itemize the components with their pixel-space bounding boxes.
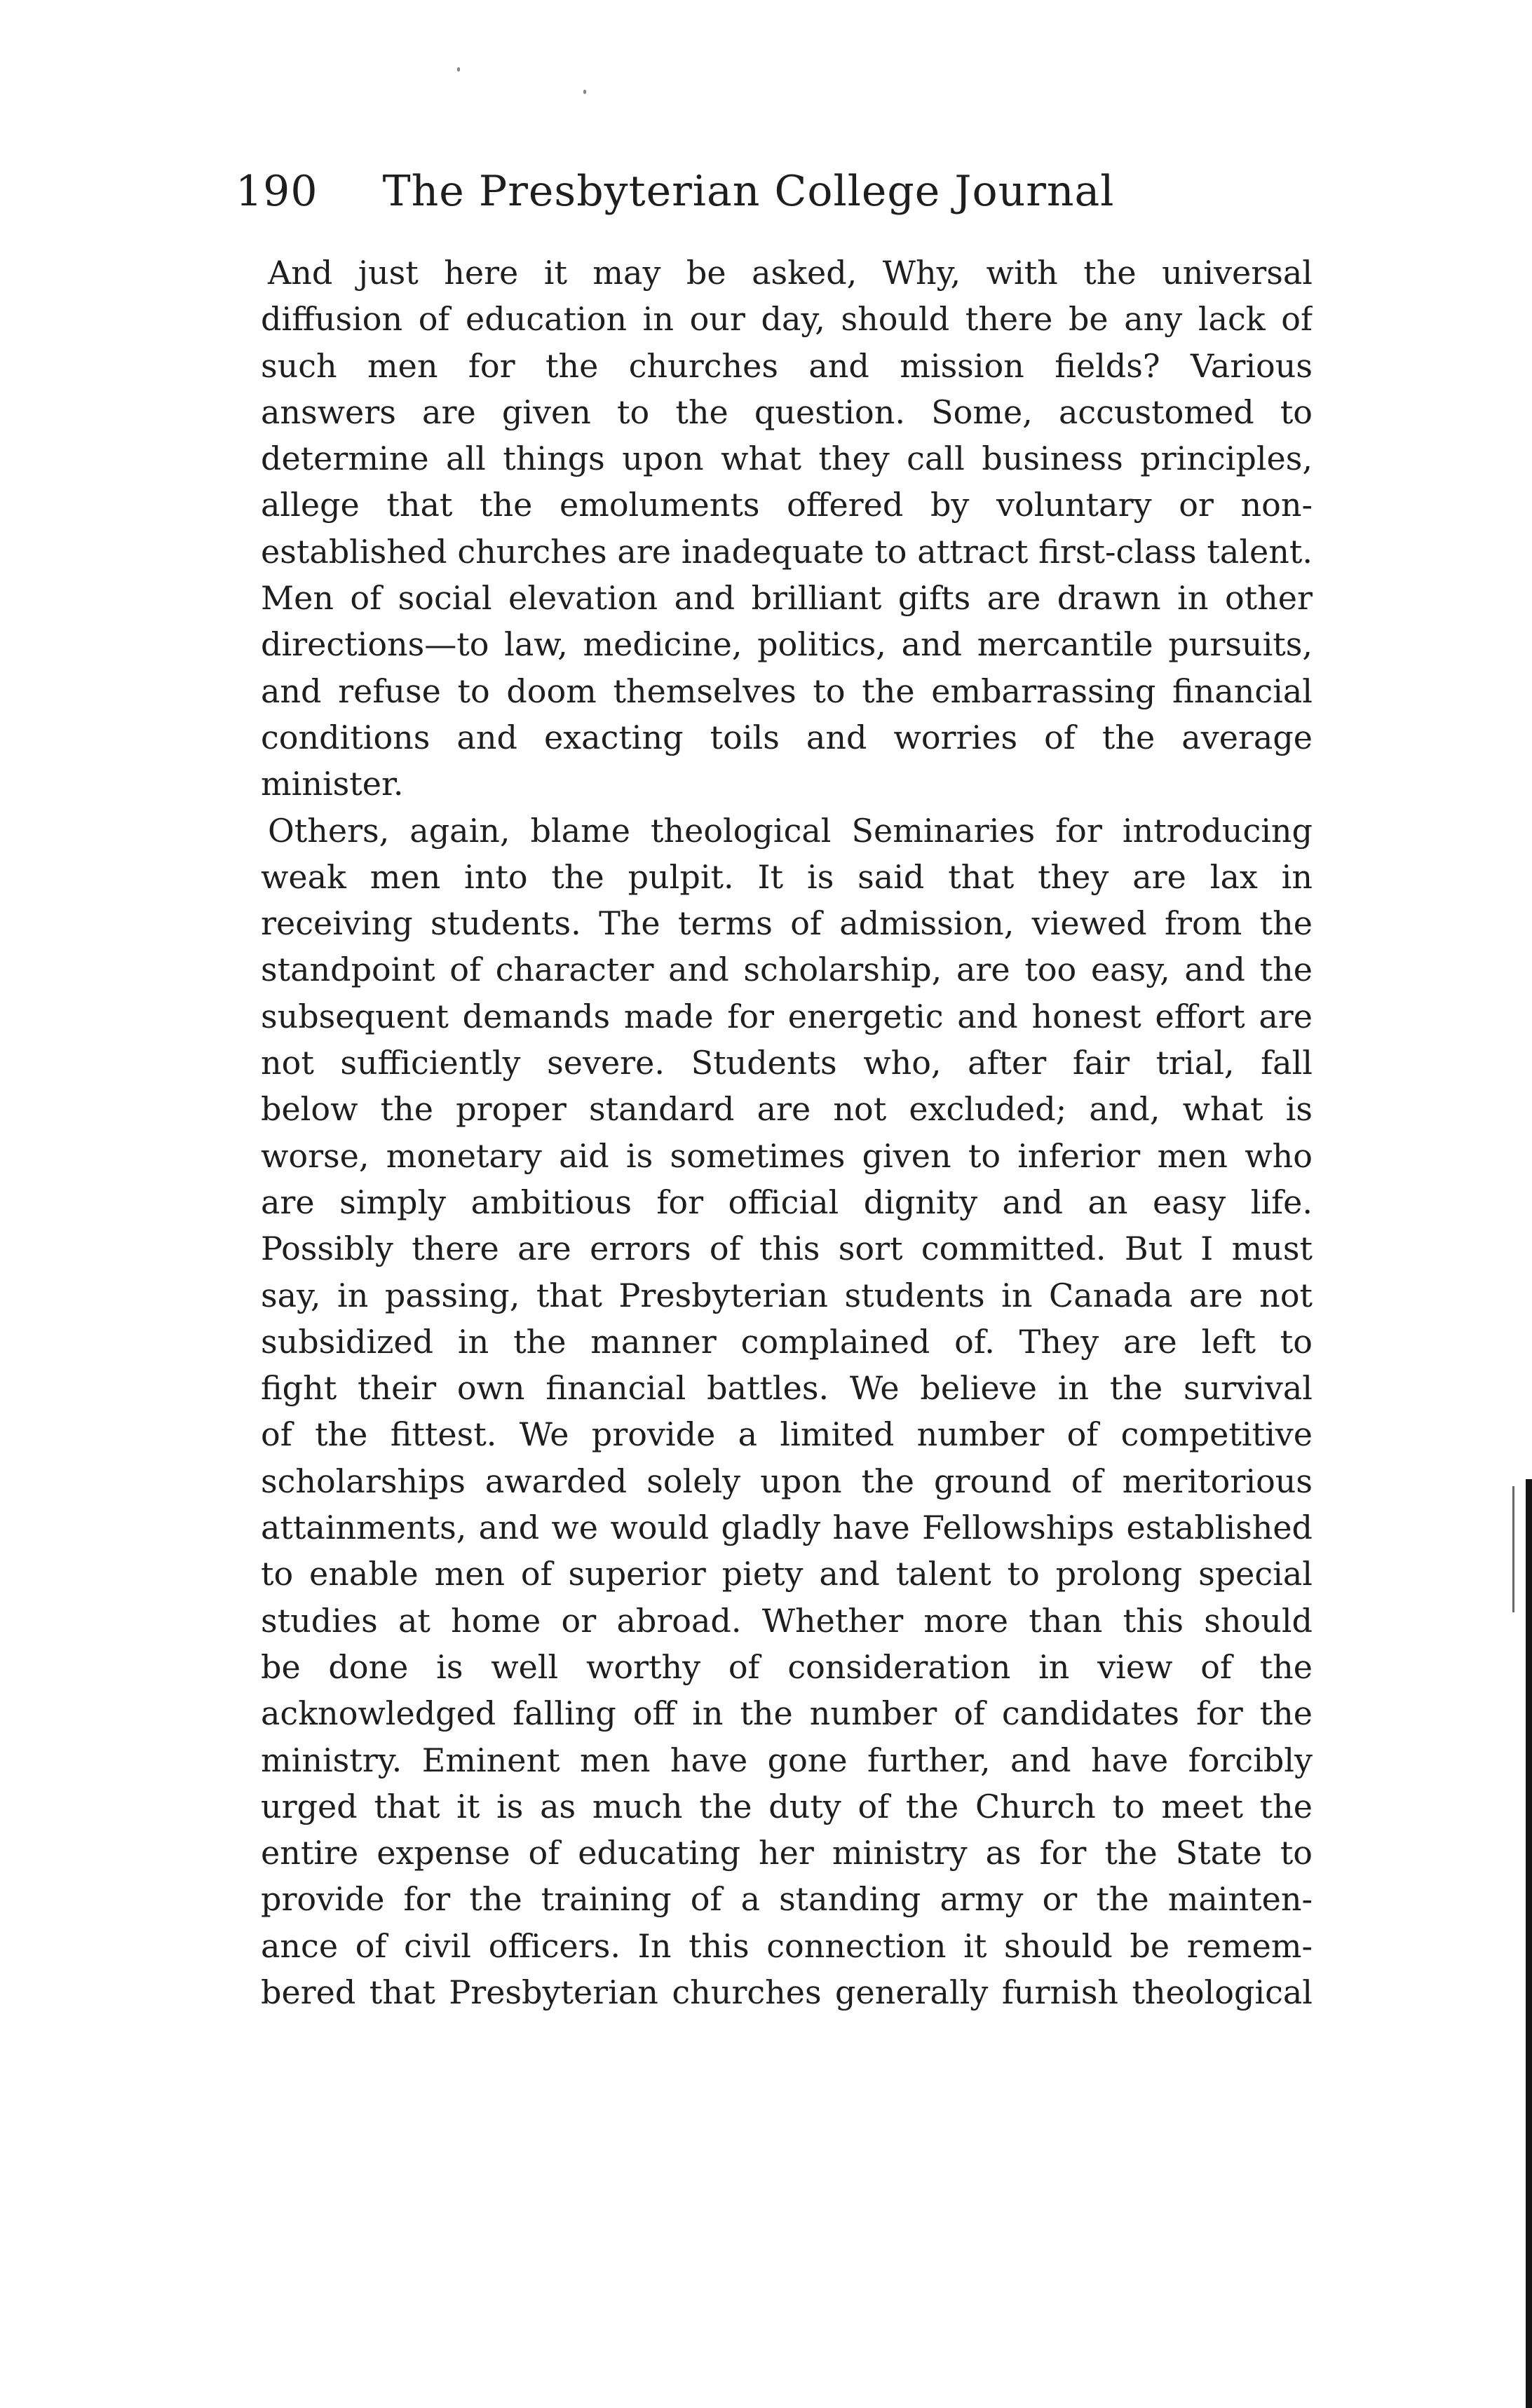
text-line: receiving students. The terms of admission, viewed from the	[261, 904, 1313, 943]
text-line: ance of civil officers. In this connection it should be remem-	[261, 1926, 1313, 1965]
text-line: of the fittest. We provide a limited number of competitive	[261, 1415, 1313, 1454]
text-line: and refuse to doom themselves to the embarrassing financial	[261, 672, 1313, 710]
scan-gutter-edge	[1526, 1479, 1532, 2408]
text-line: subsidized in the manner complained of. They are left to	[261, 1322, 1313, 1361]
text-line: Possibly there are errors of this sort committed. But I must	[261, 1230, 1313, 1268]
text-line: to enable men of superior piety and talent to prolong special	[261, 1555, 1313, 1593]
text-line: urged that it is as much the duty of the Church to meet the	[261, 1787, 1313, 1825]
text-line: provide for the training of a standing army or the mainten-	[261, 1880, 1313, 1919]
body-text	[261, 250, 1313, 2015]
text-line: conditions and exacting toils and worries of the average	[261, 718, 1313, 756]
scan-speck	[457, 67, 460, 72]
text-line: not sufficiently severe. Students who, after fair trial, fall	[261, 1044, 1313, 1082]
text-line: bered that Presbyterian churches generally furnish theological	[261, 1973, 1313, 2011]
text-line: Men of social elevation and brilliant gifts are drawn in other	[261, 579, 1313, 618]
text-line: Others, again, blame theological Seminaries for introducing	[268, 811, 1313, 850]
text-line: studies at home or abroad. Whether more than this should	[261, 1601, 1313, 1640]
text-line: fight their own financial battles. We believe in the survival	[261, 1369, 1313, 1408]
text-line: ministry. Eminent men have gone further, and have forcibly	[261, 1741, 1313, 1779]
text-line: established churches are inadequate to attract first-class talent.	[261, 532, 1313, 571]
text-line: subsequent demands made for energetic and honest effort are	[261, 997, 1313, 1035]
text-line: acknowledged falling off in the number of candidates for the	[261, 1694, 1313, 1733]
page-number: 190	[236, 167, 318, 216]
text-line: such men for the churches and mission fields? Various	[261, 346, 1313, 385]
text-line: are simply ambitious for official dignity and an easy life.	[261, 1183, 1313, 1221]
text-line: scholarships awarded solely upon the ground of meritorious	[261, 1462, 1313, 1500]
running-title: The Presbyterian College Journal	[382, 167, 1115, 216]
text-line: allege that the emoluments offered by voluntary or non-	[261, 486, 1313, 524]
text-line: diffusion of education in our day, should there be any lack of	[261, 300, 1313, 339]
text-line: attainments, and we would gladly have Fellowships established	[261, 1509, 1313, 1547]
text-line: And just here it may be asked, Why, with the universal	[268, 254, 1313, 292]
scan-speck	[583, 90, 586, 94]
text-line: be done is well worthy of consideration in view of the	[261, 1647, 1313, 1686]
scan-gutter-shadow	[1512, 1486, 1514, 1612]
text-line: worse, monetary aid is sometimes given to inferior men who	[261, 1136, 1313, 1175]
text-line: say, in passing, that Presbyterian students in Canada are not	[261, 1276, 1313, 1314]
page-header	[236, 167, 1287, 230]
text-line: determine all things upon what they call business principles,	[261, 440, 1313, 478]
text-line: entire expense of educating her ministry as for the State to	[261, 1834, 1313, 1872]
text-line: weak men into the pulpit. It is said that they are lax in	[261, 857, 1313, 896]
text-line: standpoint of character and scholarship, are too easy, and the	[261, 951, 1313, 989]
text-line: minister.	[261, 765, 404, 803]
text-line: below the proper standard are not excluded; and, what is	[261, 1090, 1313, 1129]
text-line: answers are given to the question. Some, accustomed to	[261, 393, 1313, 431]
text-line: directions—to law, medicine, politics, and mercantile pursuits,	[261, 625, 1313, 664]
